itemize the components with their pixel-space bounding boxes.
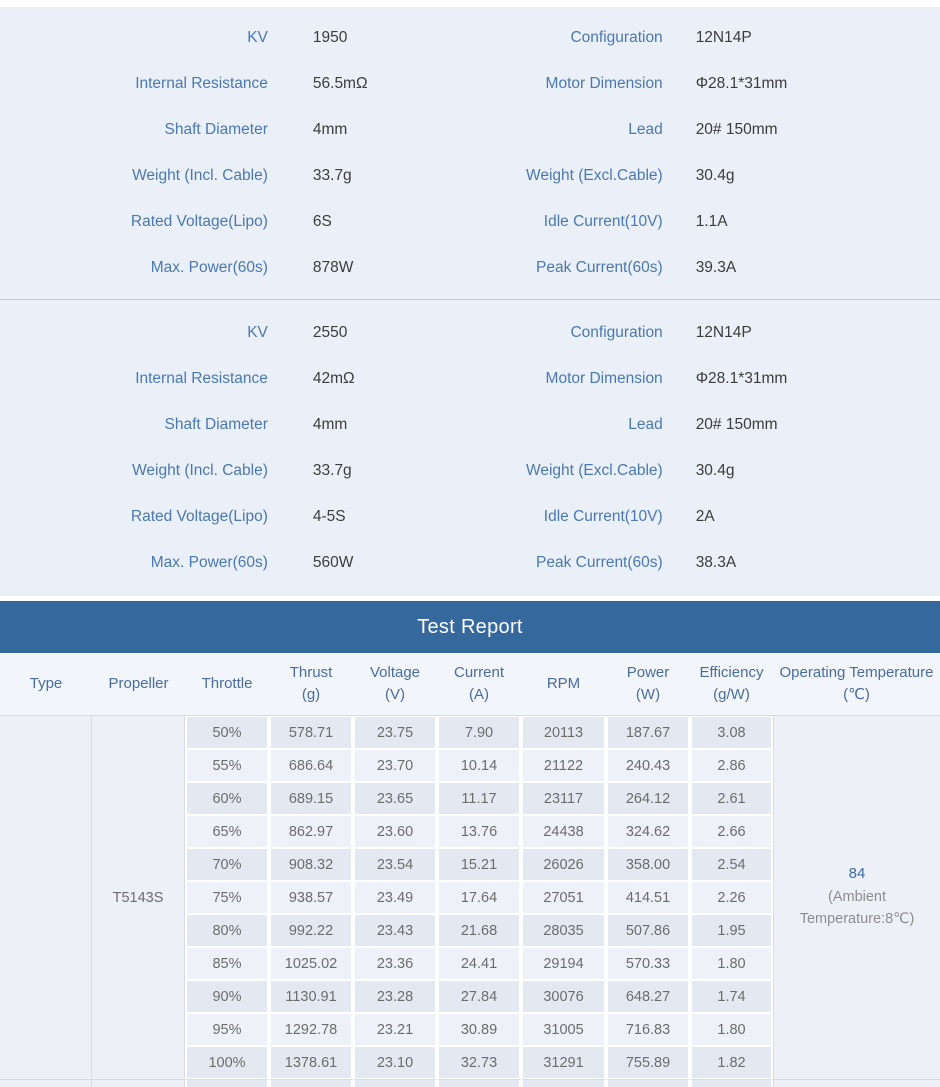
spec-pair (0, 167, 470, 185)
spec-value: 6S (312, 213, 332, 230)
operating-temperature-cell (773, 1079, 940, 1087)
efficiency-cell: 1.80 (690, 1013, 773, 1046)
spec-label: Lead (628, 121, 663, 138)
spec-label: Shaft Diameter (164, 416, 268, 433)
spec-label: Idle Current(10V) (543, 508, 663, 525)
voltage-cell: 23.75 (353, 716, 437, 749)
throttle-cell: 100% (185, 1046, 269, 1079)
column-header-voltage: Voltage (V) (353, 653, 437, 716)
thrust-cell: 1130.91 (269, 980, 353, 1013)
spec-pair (470, 75, 940, 93)
spec-value: 878W (312, 259, 354, 276)
power-cell: 358.00 (606, 848, 690, 881)
test-report-header (0, 601, 940, 653)
throttle-cell: 65% (185, 815, 269, 848)
column-header-throttle: Throttle (185, 653, 269, 716)
spec-value: Φ28.1*31mm (695, 75, 788, 92)
efficiency-cell: 2.61 (690, 782, 773, 815)
rpm-cell: 31291 (521, 1046, 606, 1079)
spec-pair (470, 213, 940, 231)
spec-row (0, 402, 940, 448)
spec-value: 4mm (312, 121, 348, 138)
spec-pair (0, 75, 470, 93)
power-cell: 507.86 (606, 914, 690, 947)
spec-value: 4mm (312, 416, 348, 433)
spec-label: Configuration (570, 324, 663, 341)
spec-value: 20# 150mm (695, 121, 778, 138)
table-row (0, 716, 940, 749)
current-cell: 10.14 (437, 749, 521, 782)
throttle-cell: 80% (185, 914, 269, 947)
spec-value: 2A (695, 508, 715, 525)
efficiency-cell: 2.66 (690, 815, 773, 848)
operating-temperature-cell (773, 716, 940, 1079)
spec-pair (0, 508, 470, 526)
spec-row (0, 61, 940, 107)
spec-pair (470, 508, 940, 526)
spec-value: 560W (312, 554, 354, 571)
spec-value: 4-5S (312, 508, 346, 525)
spec-value: 1950 (312, 29, 348, 46)
voltage-cell: 23.10 (353, 1046, 437, 1079)
rpm-cell: 27051 (521, 881, 606, 914)
spec-row (0, 540, 940, 586)
thrust-cell: 862.97 (269, 815, 353, 848)
spec-label: Shaft Diameter (164, 121, 268, 138)
rpm-cell: 28035 (521, 914, 606, 947)
efficiency-cell: 2.86 (690, 749, 773, 782)
spec-pair (470, 29, 940, 47)
current-cell: 7.90 (437, 716, 521, 749)
current-cell: 32.73 (437, 1046, 521, 1079)
rpm-cell: 23117 (521, 782, 606, 815)
voltage-cell: 23.43 (353, 914, 437, 947)
throttle-cell: 70% (185, 848, 269, 881)
throttle-cell: 60% (185, 782, 269, 815)
efficiency-cell: 1.95 (690, 914, 773, 947)
efficiency-cell: 1.80 (690, 947, 773, 980)
spec-label: Rated Voltage(Lipo) (130, 213, 268, 230)
power-cell: 648.27 (606, 980, 690, 1013)
voltage-cell: 23.49 (353, 881, 437, 914)
spec-label: Weight (Incl. Cable) (132, 462, 268, 479)
spec-row (0, 15, 940, 61)
power-cell: 414.51 (606, 881, 690, 914)
spec-pair (0, 416, 470, 434)
spec-value: 56.5mΩ (312, 75, 368, 92)
spec-label: Weight (Incl. Cable) (132, 167, 268, 184)
propeller-cell: T5143S (92, 716, 185, 1079)
voltage-cell: 23.21 (353, 1013, 437, 1046)
spec-label: Peak Current(60s) (536, 259, 663, 276)
spec-label: Max. Power(60s) (150, 259, 268, 276)
spec-value: 39.3A (695, 259, 737, 276)
rpm-cell: 30076 (521, 980, 606, 1013)
voltage-cell: 23.65 (353, 782, 437, 815)
rpm-cell: 20113 (521, 716, 606, 749)
test-report-title: Test Report (417, 615, 523, 638)
spec-row (0, 310, 940, 356)
column-header-rpm: RPM (521, 653, 606, 716)
rpm-cell: 21122 (521, 749, 606, 782)
spec-pair (470, 370, 940, 388)
spec-pair (0, 259, 470, 277)
thrust-cell: 1025.02 (269, 947, 353, 980)
current-cell: 17.64 (437, 881, 521, 914)
spec-value: 20# 150mm (695, 416, 778, 433)
thrust-cell: 689.15 (269, 782, 353, 815)
voltage-cell: 23.28 (353, 980, 437, 1013)
power-cell: 324.62 (606, 815, 690, 848)
spec-label: KV (247, 324, 268, 341)
spec-label: Configuration (570, 29, 663, 46)
spec-label: Motor Dimension (545, 370, 663, 387)
efficiency-cell: 3.08 (690, 716, 773, 749)
spec-pair (470, 121, 940, 139)
efficiency-cell: 2.54 (690, 848, 773, 881)
power-cell: 570.33 (606, 947, 690, 980)
throttle-cell: 95% (185, 1013, 269, 1046)
column-header-type: Type (0, 653, 92, 716)
throttle-cell: 85% (185, 947, 269, 980)
power-cell: 716.83 (606, 1013, 690, 1046)
spec-pair (0, 370, 470, 388)
spec-label: Peak Current(60s) (536, 554, 663, 571)
spec-label: Motor Dimension (545, 75, 663, 92)
spec-pair (0, 554, 470, 572)
thrust-cell: 1378.61 (269, 1046, 353, 1079)
spec-block-kv1950 (0, 7, 940, 300)
rpm-cell: 31005 (521, 1013, 606, 1046)
column-header-operating-temperature: Operating Temperature (℃) (773, 653, 940, 716)
thrust-cell: 992.22 (269, 914, 353, 947)
spec-row (0, 356, 940, 402)
spec-value: 12N14P (695, 29, 752, 46)
column-header-efficiency: Efficiency (g/W) (690, 653, 773, 716)
current-cell: 27.84 (437, 980, 521, 1013)
spec-label: Internal Resistance (135, 75, 268, 92)
spec-row (0, 107, 940, 153)
spec-pair (0, 213, 470, 231)
temperature-value: 84 (848, 864, 866, 882)
spec-value: 30.4g (695, 462, 735, 479)
spec-value: 2550 (312, 324, 348, 341)
spec-value: 42mΩ (312, 370, 355, 387)
current-cell: 21.68 (437, 914, 521, 947)
spec-value: 12N14P (695, 324, 752, 341)
spec-value: 33.7g (312, 167, 352, 184)
rpm-cell: 29194 (521, 947, 606, 980)
power-cell: 264.12 (606, 782, 690, 815)
spec-block-kv2550 (0, 300, 940, 596)
spec-pair (470, 416, 940, 434)
spec-pair (470, 259, 940, 277)
throttle-cell: 75% (185, 881, 269, 914)
spec-label: Weight (Excl.Cable) (526, 462, 663, 479)
spec-value: Φ28.1*31mm (695, 370, 788, 387)
propeller-cell (92, 1079, 185, 1087)
current-cell: 24.41 (437, 947, 521, 980)
spec-row (0, 494, 940, 540)
spec-label: KV (247, 29, 268, 46)
spec-value: 33.7g (312, 462, 352, 479)
spec-row (0, 448, 940, 494)
thrust-cell: 908.32 (269, 848, 353, 881)
current-cell: 15.21 (437, 848, 521, 881)
spec-row (0, 153, 940, 199)
next-section-partial-row (0, 1079, 940, 1087)
spec-row (0, 199, 940, 245)
current-cell: 13.76 (437, 815, 521, 848)
spec-pair (470, 167, 940, 185)
spec-row (0, 245, 940, 291)
spec-label: Idle Current(10V) (543, 213, 663, 230)
type-cell (0, 1079, 92, 1087)
spec-pair (470, 324, 940, 342)
spec-value: 30.4g (695, 167, 735, 184)
efficiency-cell: 1.82 (690, 1046, 773, 1079)
header-row (0, 653, 940, 716)
power-cell: 240.43 (606, 749, 690, 782)
column-header-propeller: Propeller (92, 653, 185, 716)
type-cell (0, 716, 92, 1079)
spec-value: 38.3A (695, 554, 737, 571)
power-cell: 187.67 (606, 716, 690, 749)
thrust-cell: 938.57 (269, 881, 353, 914)
throttle-cell: 55% (185, 749, 269, 782)
thrust-cell: 1292.78 (269, 1013, 353, 1046)
throttle-cell: 50% (185, 716, 269, 749)
spec-pair (470, 462, 940, 480)
spec-label: Rated Voltage(Lipo) (130, 508, 268, 525)
voltage-cell: 23.60 (353, 815, 437, 848)
thrust-cell: 686.64 (269, 749, 353, 782)
current-cell: 30.89 (437, 1013, 521, 1046)
spec-pair (470, 554, 940, 572)
spec-label: Max. Power(60s) (150, 554, 268, 571)
throttle-cell: 90% (185, 980, 269, 1013)
voltage-cell: 23.36 (353, 947, 437, 980)
voltage-cell: 23.54 (353, 848, 437, 881)
power-cell: 755.89 (606, 1046, 690, 1079)
spec-pair (0, 29, 470, 47)
voltage-cell: 23.70 (353, 749, 437, 782)
current-cell: 11.17 (437, 782, 521, 815)
column-header-thrust: Thrust (g) (269, 653, 353, 716)
column-header-current: Current (A) (437, 653, 521, 716)
thrust-cell: 578.71 (269, 716, 353, 749)
efficiency-cell: 2.26 (690, 881, 773, 914)
spec-label: Weight (Excl.Cable) (526, 167, 663, 184)
column-header-power: Power (W) (606, 653, 690, 716)
ambient-temperature-note: (Ambient Temperature:8℃) (799, 888, 915, 927)
spec-value: 1.1A (695, 213, 728, 230)
spec-pair (0, 121, 470, 139)
spec-label: Lead (628, 416, 663, 433)
spec-label: Internal Resistance (135, 370, 268, 387)
spec-pair (0, 462, 470, 480)
rpm-cell: 24438 (521, 815, 606, 848)
efficiency-cell: 1.74 (690, 980, 773, 1013)
test-report-table (0, 653, 940, 1087)
spec-pair (0, 324, 470, 342)
rpm-cell: 26026 (521, 848, 606, 881)
